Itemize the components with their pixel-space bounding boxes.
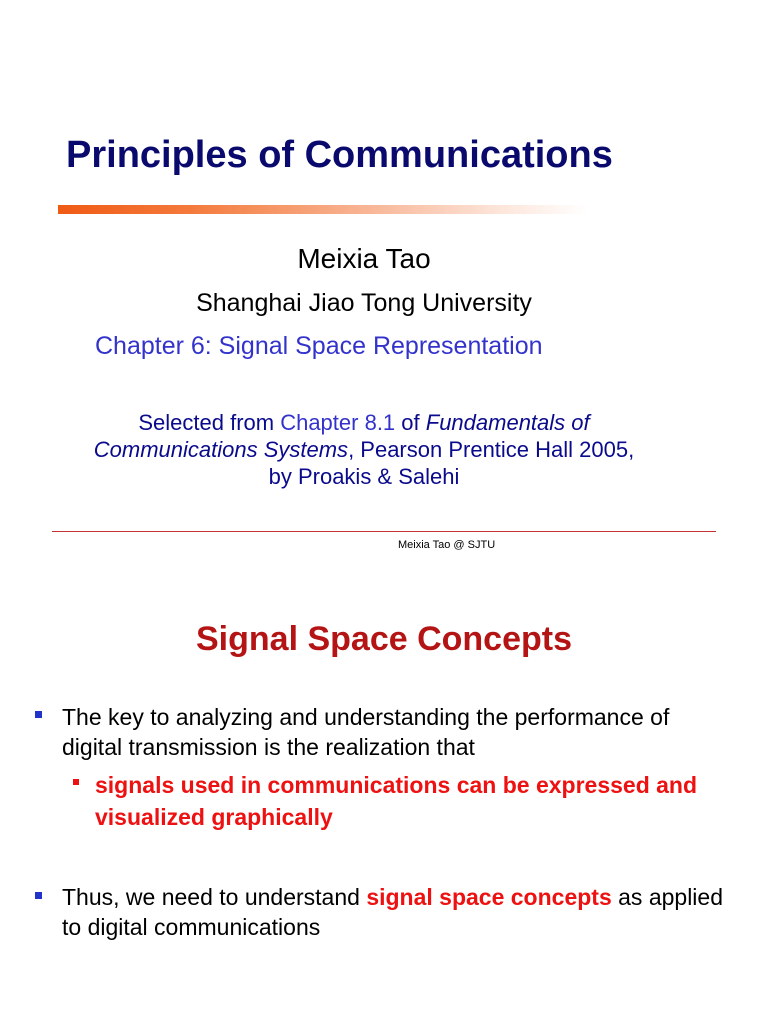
university-name: Shanghai Jiao Tong University [196, 289, 532, 317]
book-authors: by Proakis & Salehi [268, 464, 460, 489]
source-prefix: Selected from [138, 410, 281, 435]
book-title-line1: Fundamentals of [425, 410, 590, 435]
slide-title: Principles of Communications [66, 134, 613, 176]
slide-title: Signal Space Concepts [196, 620, 572, 658]
author-name: Meixia Tao [297, 243, 431, 274]
highlighted-term: signal space concepts [366, 884, 612, 910]
square-bullet-icon [35, 892, 42, 899]
bullet-text-pre: Thus, we need to understand [62, 884, 367, 910]
bullet-text-post: as applied to digital communications [62, 884, 723, 940]
square-bullet-icon [35, 711, 42, 718]
concepts-slide [0, 560, 768, 1024]
bullet-item [62, 882, 732, 942]
source-chapter-ref: Chapter 8.1 [280, 410, 396, 435]
square-sub-bullet-icon [73, 779, 79, 785]
chapter-title: Chapter 6: Signal Space Representation [95, 332, 543, 360]
slide-footer: Meixia Tao @ SJTU [398, 539, 496, 551]
source-note [0, 409, 728, 490]
source-of: of [395, 410, 426, 435]
title-underline-bar [58, 205, 588, 214]
sub-bullet-item: signals used in communications can be expressed and visualized graphically [95, 772, 698, 830]
bullet-item: The key to analyzing and understanding the performance of digital transmission is the realization that [62, 704, 670, 760]
book-title-line2: Communications Systems [93, 437, 349, 462]
publisher: , Pearson Prentice Hall 2005, [348, 437, 635, 462]
footer-divider [52, 531, 716, 532]
